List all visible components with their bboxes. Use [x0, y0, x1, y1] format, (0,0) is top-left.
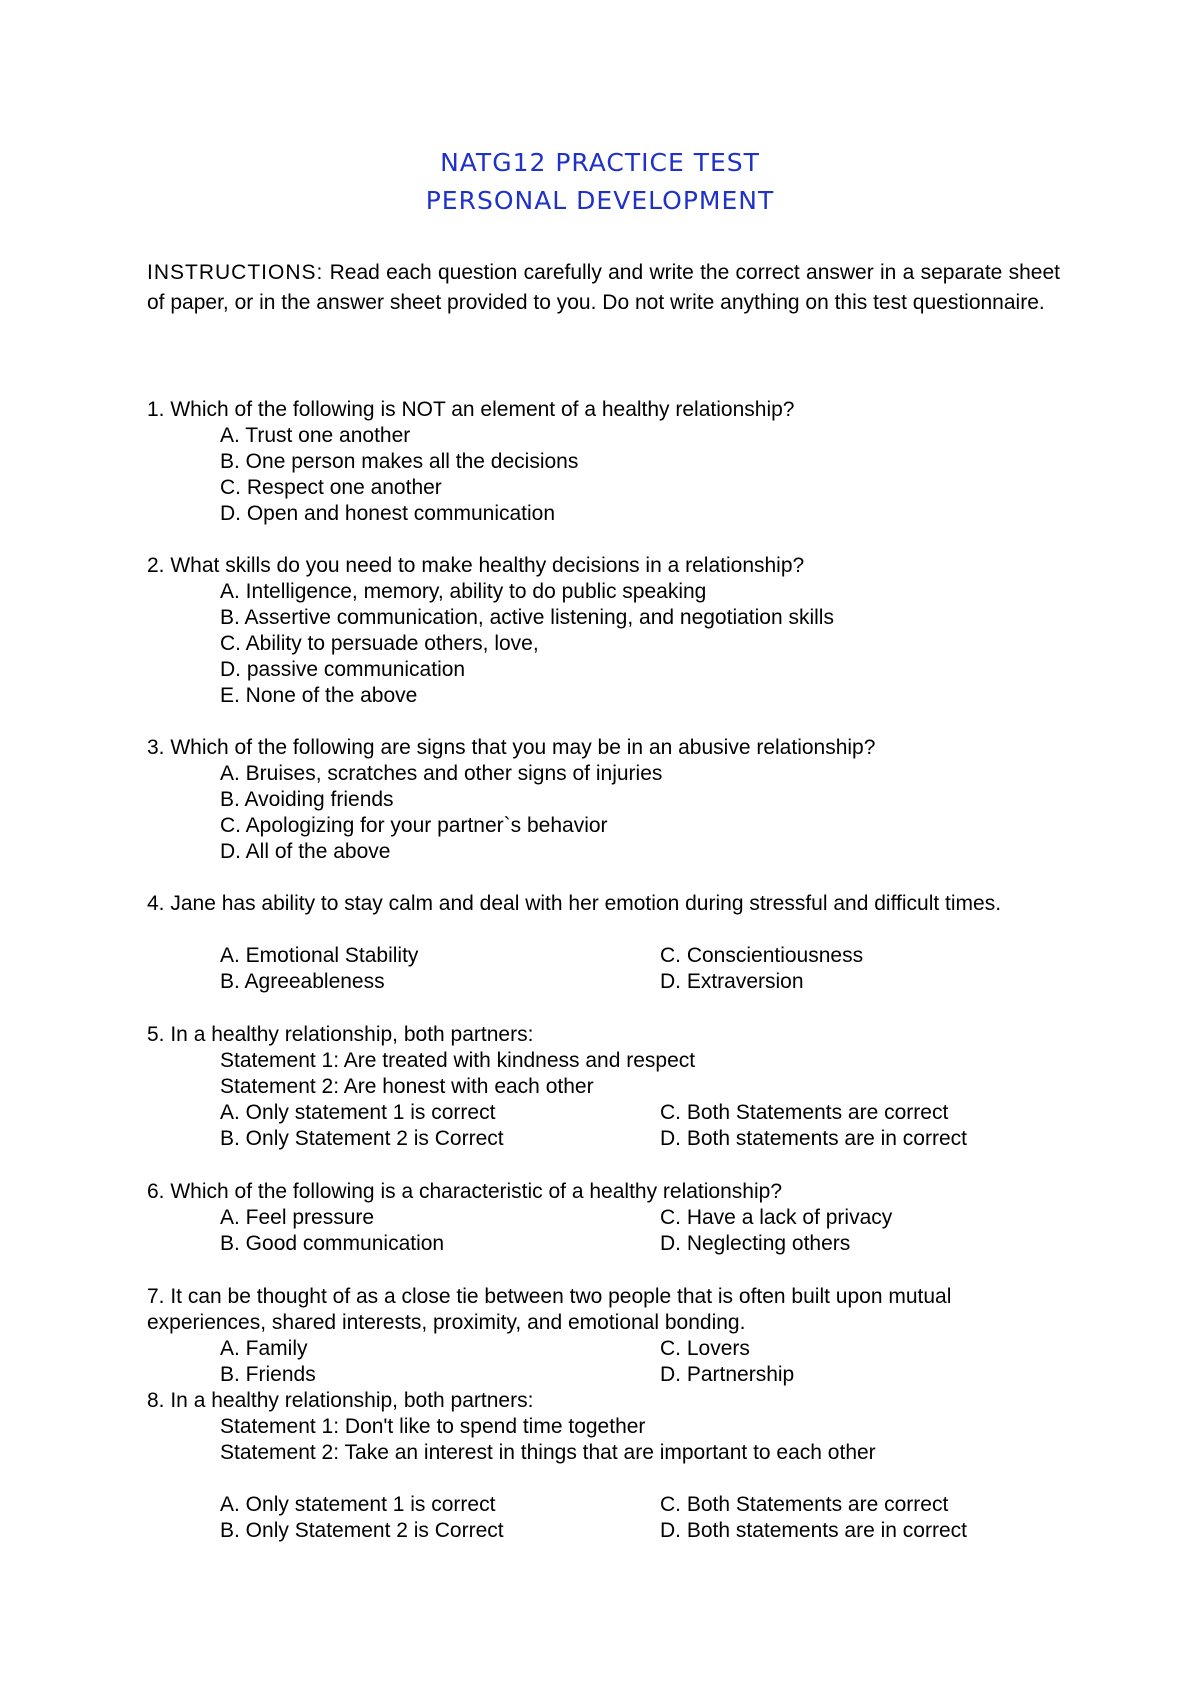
test-title: NATG12 PRACTICE TEST: [440, 148, 760, 177]
q5-option-c: C. Both Statements are correct: [660, 1101, 949, 1124]
question-4: 4. Jane has ability to stay calm and deal with her emotion during stressful and difficult times.: [147, 892, 1002, 915]
instructions-label: INSTRUCTIONS:: [147, 261, 324, 284]
q8-option-b: B. Only Statement 2 is Correct: [220, 1519, 504, 1542]
q5-option-b: B. Only Statement 2 is Correct: [220, 1127, 504, 1150]
q1-option-a: A. Trust one another: [220, 424, 411, 447]
question-6: 6. Which of the following is a characteristic of a healthy relationship?: [147, 1180, 782, 1203]
q5-option-a: A. Only statement 1 is correct: [220, 1101, 496, 1124]
q2-option-e: E. None of the above: [220, 684, 418, 707]
question-8: 8. In a healthy relationship, both partners:: [147, 1389, 534, 1412]
q4-option-d: D. Extraversion: [660, 970, 804, 993]
q4-option-a: A. Emotional Stability: [220, 944, 419, 967]
q6-option-c: C. Have a lack of privacy: [660, 1206, 893, 1229]
q8-option-a: A. Only statement 1 is correct: [220, 1493, 496, 1516]
q8-statement-2: Statement 2: Take an interest in things that are important to each other: [220, 1441, 876, 1464]
q7-option-a: A. Family: [220, 1337, 308, 1360]
q2-option-a: A. Intelligence, memory, ability to do public speaking: [220, 580, 707, 603]
q5-option-d: D. Both statements are in correct: [660, 1127, 967, 1150]
q1-option-b: B. One person makes all the decisions: [220, 450, 579, 473]
q6-option-d: D. Neglecting others: [660, 1232, 851, 1255]
instructions-text: Read each question carefully and write the correct answer in a separate sheet of paper, or in the answer sheet provided to you. Do not write anything on this test questionnaire.: [147, 261, 1060, 314]
q6-option-b: B. Good communication: [220, 1232, 445, 1255]
q7-option-d: D. Partnership: [660, 1363, 795, 1386]
q7-option-c: C. Lovers: [660, 1337, 750, 1360]
q5-statement-1: Statement 1: Are treated with kindness and respect: [220, 1049, 696, 1072]
q8-option-d: D. Both statements are in correct: [660, 1519, 967, 1542]
q3-option-c: C. Apologizing for your partner`s behavior: [220, 814, 608, 837]
q6-option-a: A. Feel pressure: [220, 1206, 375, 1229]
q8-option-c: C. Both Statements are correct: [660, 1493, 949, 1516]
question-3: 3. Which of the following are signs that you may be in an abusive relationship?: [147, 736, 876, 759]
q3-option-b: B. Avoiding friends: [220, 788, 394, 811]
q2-option-b: B. Assertive communication, active listening, and negotiation skills: [220, 606, 834, 629]
instructions-paragraph: [147, 258, 1060, 318]
question-7: 7. It can be thought of as a close tie between two people that is often built upon mutual experiences, shared interests, proximity, and emotional bonding.: [147, 1285, 952, 1334]
q2-option-c: C. Ability to persuade others, love,: [220, 632, 539, 655]
question-5: 5. In a healthy relationship, both partners:: [147, 1023, 534, 1046]
subject-title: PERSONAL DEVELOPMENT: [425, 186, 775, 215]
q8-statement-1: Statement 1: Don't like to spend time together: [220, 1415, 646, 1438]
q2-option-d: D. passive communication: [220, 658, 466, 681]
q1-option-d: D. Open and honest communication: [220, 502, 556, 525]
question-1: 1. Which of the following is NOT an element of a healthy relationship?: [147, 398, 795, 421]
q3-option-d: D. All of the above: [220, 840, 391, 863]
q1-option-c: C. Respect one another: [220, 476, 442, 499]
q7-option-b: B. Friends: [220, 1363, 316, 1386]
q3-option-a: A. Bruises, scratches and other signs of injuries: [220, 762, 663, 785]
question-2: 2. What skills do you need to make healthy decisions in a relationship?: [147, 554, 805, 577]
q4-option-b: B. Agreeableness: [220, 970, 385, 993]
q5-statement-2: Statement 2: Are honest with each other: [220, 1075, 594, 1098]
q4-option-c: C. Conscientiousness: [660, 944, 864, 967]
